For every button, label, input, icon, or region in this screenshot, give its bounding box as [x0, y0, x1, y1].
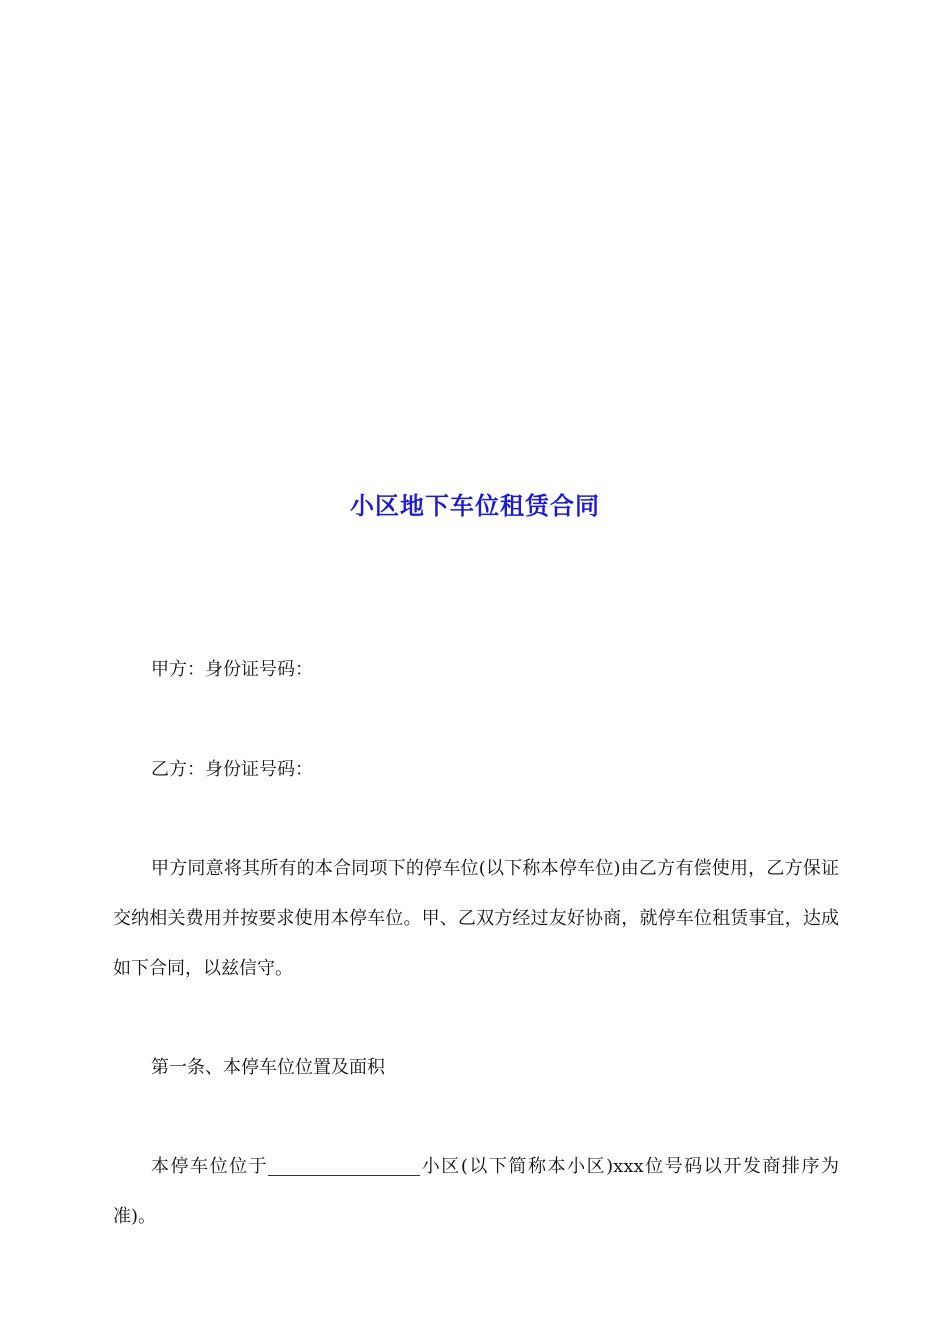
article-1-heading: 第一条、本停车位位置及面积 [151, 1057, 385, 1078]
party-a-line: 甲方：身份证号码： [151, 659, 313, 680]
article-1-prefix: 本停车位位于 [151, 1156, 269, 1177]
blank-fill-line [268, 1157, 420, 1176]
intro-paragraph: 甲方同意将其所有的本合同项下的停车位(以下称本停车位)由乙方有偿使用，乙方保证交纳相关费用并按要求使用本停车位。甲、乙双方经过友好协商，就停车位租赁事宜，达成如下合同，以兹信守。 [113, 858, 839, 979]
party-b-line: 乙方：身份证号码： [151, 759, 313, 780]
article-1-suffix: 小区(以下简称本小区)xxx位号码以开发商排序为准)。 [113, 1156, 840, 1227]
document-title: 小区地下车位租赁合同 [350, 491, 600, 520]
article-1-paragraph [113, 1142, 839, 1242]
